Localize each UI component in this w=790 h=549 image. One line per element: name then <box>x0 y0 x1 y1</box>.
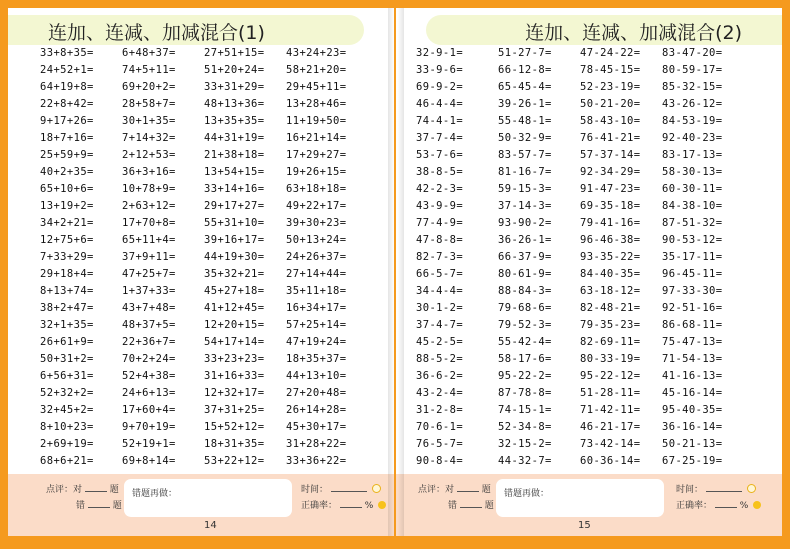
unit-label: 题 <box>109 485 119 495</box>
accuracy-label: 正确率： <box>301 501 338 511</box>
problem-cell: 88-5-2= <box>416 353 464 365</box>
problem-cell: 79-52-3= <box>498 319 552 331</box>
problem-cell: 65+10+6= <box>40 183 94 195</box>
problem-cell: 33+36+22= <box>286 455 347 467</box>
problem-cell: 34-4-4= <box>416 285 464 297</box>
problem-cell: 76-5-7= <box>416 438 464 450</box>
problem-cell: 83-57-7= <box>498 149 552 161</box>
review-label: 点评：对 <box>418 485 455 495</box>
problem-cell: 19+26+15= <box>286 166 347 178</box>
problem-cell: 76-41-21= <box>580 132 641 144</box>
problem-cell: 70+2+24= <box>122 353 176 365</box>
problem-cell: 2+69+19= <box>40 438 94 450</box>
time-blank[interactable] <box>706 482 742 492</box>
correct-count-blank[interactable] <box>85 482 107 492</box>
page-number: 15 <box>578 520 591 531</box>
problem-cell: 57+25+14= <box>286 319 347 331</box>
problem-cell: 36-16-14= <box>662 421 723 433</box>
problem-cell: 32-9-1= <box>416 47 464 59</box>
problem-cell: 44+19+30= <box>204 251 265 263</box>
problem-cell: 53-7-6= <box>416 149 464 161</box>
problem-cell: 58+21+20= <box>286 64 347 76</box>
problem-cell: 15+52+12= <box>204 421 265 433</box>
problem-cell: 88-84-3= <box>498 285 552 297</box>
problem-cell: 37-14-3= <box>498 200 552 212</box>
problem-cell: 32-15-2= <box>498 438 552 450</box>
accuracy-blank[interactable] <box>340 498 362 508</box>
problem-cell: 34+2+21= <box>40 217 94 229</box>
problem-cell: 40+2+35= <box>40 166 94 178</box>
problem-cell: 92-34-29= <box>580 166 641 178</box>
problem-cell: 47+19+24= <box>286 336 347 348</box>
problem-cell: 73-42-14= <box>580 438 641 450</box>
accuracy-blank[interactable] <box>715 498 737 508</box>
problem-cell: 38+2+47= <box>40 302 94 314</box>
problem-cell: 39-26-1= <box>498 98 552 110</box>
problem-cell: 50-21-20= <box>580 98 641 110</box>
problem-cell: 35-17-11= <box>662 251 723 263</box>
problem-cell: 78-45-15= <box>580 64 641 76</box>
problem-cell: 45-2-5= <box>416 336 464 348</box>
problem-cell: 27+20+48= <box>286 387 347 399</box>
problem-cell: 85-32-15= <box>662 81 723 93</box>
problem-cell: 69+8+14= <box>122 455 176 467</box>
problem-cell: 82-7-3= <box>416 251 464 263</box>
mistake-redo-label: 错题再做： <box>132 489 178 499</box>
problem-cell: 74+5+11= <box>122 64 176 76</box>
problem-cell: 91-47-23= <box>580 183 641 195</box>
problem-cell: 87-51-32= <box>662 217 723 229</box>
problem-cell: 25+59+9= <box>40 149 94 161</box>
problem-cell: 60-36-14= <box>580 455 641 467</box>
problem-cell: 54+17+14= <box>204 336 265 348</box>
problem-cell: 39+30+23= <box>286 217 347 229</box>
unit-label: 题 <box>112 501 122 511</box>
time-blank[interactable] <box>331 482 367 492</box>
problem-cell: 36-26-1= <box>498 234 552 246</box>
title-bar <box>8 15 364 45</box>
problem-cell: 58-17-6= <box>498 353 552 365</box>
review-label: 点评：对 <box>46 485 83 495</box>
problem-cell: 82-69-11= <box>580 336 641 348</box>
time-accuracy-box <box>301 482 394 514</box>
problem-cell: 52+32+2= <box>40 387 94 399</box>
time-accuracy-box <box>676 482 782 514</box>
problem-cell: 55+31+10= <box>204 217 265 229</box>
problem-cell: 50-32-9= <box>498 132 552 144</box>
problem-cell: 65-45-4= <box>498 81 552 93</box>
problem-cell: 95-22-12= <box>580 370 641 382</box>
problem-cell: 71-54-13= <box>662 353 723 365</box>
problem-cell: 9+17+26= <box>40 115 94 127</box>
accuracy-row <box>676 498 782 514</box>
accuracy-row <box>301 498 394 514</box>
problem-cell: 12+75+6= <box>40 234 94 246</box>
problem-cell: 92-40-23= <box>662 132 723 144</box>
problem-cell: 28+58+7= <box>122 98 176 110</box>
problem-cell: 48+37+5= <box>122 319 176 331</box>
problem-cell: 66-5-7= <box>416 268 464 280</box>
problem-cell: 8+13+74= <box>40 285 94 297</box>
problem-cell: 81-16-7= <box>498 166 552 178</box>
problem-cell: 43-2-4= <box>416 387 464 399</box>
problem-cell: 17+70+8= <box>122 217 176 229</box>
problem-cell: 43-9-9= <box>416 200 464 212</box>
problem-cell: 75-47-13= <box>662 336 723 348</box>
problem-grid <box>40 45 368 470</box>
problem-cell: 6+48+37= <box>122 47 176 59</box>
problem-cell: 58-30-13= <box>662 166 723 178</box>
problem-cell: 38-8-5= <box>416 166 464 178</box>
problem-cell: 47+25+7= <box>122 268 176 280</box>
problem-cell: 45+30+17= <box>286 421 347 433</box>
problem-cell: 43+7+48= <box>122 302 176 314</box>
problem-cell: 79-41-16= <box>580 217 641 229</box>
unit-label: 题 <box>484 501 494 511</box>
problem-cell: 49+22+17= <box>286 200 347 212</box>
time-label: 时间： <box>676 485 704 495</box>
problem-cell: 84-53-19= <box>662 115 723 127</box>
problem-cell: 80-33-19= <box>580 353 641 365</box>
problem-cell: 45-16-14= <box>662 387 723 399</box>
unit-label: 题 <box>481 485 491 495</box>
problem-cell: 33+14+16= <box>204 183 265 195</box>
problem-cell: 10+78+9= <box>122 183 176 195</box>
problem-cell: 16+21+14= <box>286 132 347 144</box>
left-page <box>8 8 394 536</box>
problem-cell: 41-16-13= <box>662 370 723 382</box>
problem-cell: 33+23+23= <box>204 353 265 365</box>
problem-cell: 70-6-1= <box>416 421 464 433</box>
problem-cell: 66-12-8= <box>498 64 552 76</box>
review-footer <box>8 474 394 536</box>
problem-cell: 46-21-17= <box>580 421 641 433</box>
problem-cell: 84-38-10= <box>662 200 723 212</box>
problem-cell: 6+56+31= <box>40 370 94 382</box>
problem-cell: 96-45-11= <box>662 268 723 280</box>
problem-cell: 97-33-30= <box>662 285 723 297</box>
problem-cell: 11+19+50= <box>286 115 347 127</box>
problem-cell: 24+52+1= <box>40 64 94 76</box>
problem-cell: 64+19+8= <box>40 81 94 93</box>
problem-cell: 24+6+13= <box>122 387 176 399</box>
problem-cell: 43-26-12= <box>662 98 723 110</box>
problem-cell: 57-37-14= <box>580 149 641 161</box>
problem-cell: 66-37-9= <box>498 251 552 263</box>
problem-cell: 9+70+19= <box>122 421 176 433</box>
problem-cell: 7+14+32= <box>122 132 176 144</box>
mistake-redo-box[interactable] <box>496 479 664 517</box>
problem-cell: 59-15-3= <box>498 183 552 195</box>
page-number: 14 <box>204 520 217 531</box>
problem-cell: 32+1+35= <box>40 319 94 331</box>
problem-cell: 17+60+4= <box>122 404 176 416</box>
problem-cell: 74-4-1= <box>416 115 464 127</box>
problem-cell: 80-59-17= <box>662 64 723 76</box>
problem-cell: 52-34-8= <box>498 421 552 433</box>
problem-cell: 74-15-1= <box>498 404 552 416</box>
problem-cell: 69-9-2= <box>416 81 464 93</box>
problem-cell: 39+16+17= <box>204 234 265 246</box>
problem-cell: 2+12+53= <box>122 149 176 161</box>
problem-cell: 26+61+9= <box>40 336 94 348</box>
problem-cell: 12+20+15= <box>204 319 265 331</box>
problem-cell: 96-46-38= <box>580 234 641 246</box>
problem-cell: 48+13+36= <box>204 98 265 110</box>
page-title: 连加、连减、加减混合(2) <box>525 22 742 44</box>
problem-cell: 50+13+24= <box>286 234 347 246</box>
problem-cell: 95-40-35= <box>662 404 723 416</box>
problem-cell: 37+9+11= <box>122 251 176 263</box>
percent-sign: % <box>364 501 374 511</box>
problem-cell: 77-4-9= <box>416 217 464 229</box>
time-row <box>301 482 394 498</box>
mistake-redo-label: 错题再做： <box>504 489 550 499</box>
sun-icon <box>372 484 381 493</box>
problem-cell: 36+3+16= <box>122 166 176 178</box>
problem-cell: 47-24-22= <box>580 47 641 59</box>
problem-cell: 92-51-16= <box>662 302 723 314</box>
problem-cell: 18+7+16= <box>40 132 94 144</box>
problem-cell: 13+19+2= <box>40 200 94 212</box>
mistake-redo-box[interactable] <box>124 479 292 517</box>
problem-cell: 26+14+28= <box>286 404 347 416</box>
problem-grid <box>416 45 744 470</box>
problem-cell: 8+10+23= <box>40 421 94 433</box>
problem-cell: 93-35-22= <box>580 251 641 263</box>
problem-cell: 7+33+29= <box>40 251 94 263</box>
problem-cell: 50+31+2= <box>40 353 94 365</box>
smiley-icon <box>753 501 761 509</box>
problem-cell: 27+51+15= <box>204 47 265 59</box>
problem-cell: 37+31+25= <box>204 404 265 416</box>
problem-cell: 24+26+37= <box>286 251 347 263</box>
problem-cell: 44-32-7= <box>498 455 552 467</box>
problem-cell: 21+38+18= <box>204 149 265 161</box>
problem-cell: 83-17-13= <box>662 149 723 161</box>
problem-cell: 82-48-21= <box>580 302 641 314</box>
correct-count-blank[interactable] <box>457 482 479 492</box>
page-title: 连加、连减、加减混合(1) <box>48 22 265 44</box>
problem-cell: 51-28-11= <box>580 387 641 399</box>
problem-cell: 31+16+33= <box>204 370 265 382</box>
percent-sign: % <box>739 501 749 511</box>
smiley-icon <box>378 501 386 509</box>
problem-cell: 36-6-2= <box>416 370 464 382</box>
problem-cell: 33+8+35= <box>40 47 94 59</box>
problem-cell: 84-40-35= <box>580 268 641 280</box>
problem-cell: 80-61-9= <box>498 268 552 280</box>
problem-cell: 46-4-4= <box>416 98 464 110</box>
problem-cell: 79-68-6= <box>498 302 552 314</box>
problem-cell: 79-35-23= <box>580 319 641 331</box>
problem-cell: 12+32+17= <box>204 387 265 399</box>
problem-cell: 58-43-10= <box>580 115 641 127</box>
problem-cell: 33+31+29= <box>204 81 265 93</box>
problem-cell: 90-53-12= <box>662 234 723 246</box>
problem-cell: 63-18-12= <box>580 285 641 297</box>
wrong-count-blank[interactable] <box>88 498 110 508</box>
problem-cell: 47-8-8= <box>416 234 464 246</box>
problem-cell: 30+1+35= <box>122 115 176 127</box>
problem-cell: 65+11+4= <box>122 234 176 246</box>
problem-cell: 41+12+45= <box>204 302 265 314</box>
problem-cell: 29+17+27= <box>204 200 265 212</box>
wrong-count-blank[interactable] <box>460 498 482 508</box>
problem-cell: 17+29+27= <box>286 149 347 161</box>
problem-cell: 35+11+18= <box>286 285 347 297</box>
problem-cell: 13+54+15= <box>204 166 265 178</box>
problem-cell: 68+6+21= <box>40 455 94 467</box>
problem-cell: 13+35+35= <box>204 115 265 127</box>
problem-cell: 50-21-13= <box>662 438 723 450</box>
problem-cell: 86-68-11= <box>662 319 723 331</box>
problem-cell: 29+45+11= <box>286 81 347 93</box>
problem-cell: 63+18+18= <box>286 183 347 195</box>
problem-cell: 30-1-2= <box>416 302 464 314</box>
wrong-label: 错 <box>448 501 458 511</box>
problem-cell: 22+8+42= <box>40 98 94 110</box>
problem-cell: 51-27-7= <box>498 47 552 59</box>
problem-cell: 44+31+19= <box>204 132 265 144</box>
problem-cell: 16+34+17= <box>286 302 347 314</box>
problem-cell: 13+28+46= <box>286 98 347 110</box>
problem-cell: 87-78-8= <box>498 387 552 399</box>
problem-cell: 53+22+12= <box>204 455 265 467</box>
problem-cell: 83-47-20= <box>662 47 723 59</box>
problem-cell: 95-22-2= <box>498 370 552 382</box>
problem-cell: 31-2-8= <box>416 404 464 416</box>
problem-cell: 55-48-1= <box>498 115 552 127</box>
problem-cell: 32+45+2= <box>40 404 94 416</box>
problem-cell: 29+18+4= <box>40 268 94 280</box>
problem-cell: 31+28+22= <box>286 438 347 450</box>
problem-cell: 52+4+38= <box>122 370 176 382</box>
problem-cell: 37-7-4= <box>416 132 464 144</box>
problem-cell: 69+20+2= <box>122 81 176 93</box>
problem-cell: 45+27+18= <box>204 285 265 297</box>
problem-cell: 2+63+12= <box>122 200 176 212</box>
sun-icon <box>747 484 756 493</box>
time-row <box>676 482 782 498</box>
problem-cell: 22+36+7= <box>122 336 176 348</box>
right-page <box>396 8 782 536</box>
problem-cell: 33-9-6= <box>416 64 464 76</box>
wrong-label: 错 <box>76 501 86 511</box>
problem-cell: 67-25-19= <box>662 455 723 467</box>
problem-cell: 60-30-11= <box>662 183 723 195</box>
problem-cell: 90-8-4= <box>416 455 464 467</box>
problem-cell: 1+37+33= <box>122 285 176 297</box>
review-footer <box>396 474 782 536</box>
time-label: 时间： <box>301 485 329 495</box>
problem-cell: 27+14+44= <box>286 268 347 280</box>
problem-cell: 52-23-19= <box>580 81 641 93</box>
problem-cell: 93-90-2= <box>498 217 552 229</box>
problem-cell: 18+31+35= <box>204 438 265 450</box>
accuracy-label: 正确率： <box>676 501 713 511</box>
problem-cell: 69-35-18= <box>580 200 641 212</box>
problem-cell: 37-4-7= <box>416 319 464 331</box>
problem-cell: 42-2-3= <box>416 183 464 195</box>
problem-cell: 51+20+24= <box>204 64 265 76</box>
title-bar <box>426 15 782 45</box>
problem-cell: 71-42-11= <box>580 404 641 416</box>
problem-cell: 44+13+10= <box>286 370 347 382</box>
problem-cell: 35+32+21= <box>204 268 265 280</box>
problem-cell: 18+35+37= <box>286 353 347 365</box>
problem-cell: 55-42-4= <box>498 336 552 348</box>
problem-cell: 43+24+23= <box>286 47 347 59</box>
problem-cell: 52+19+1= <box>122 438 176 450</box>
